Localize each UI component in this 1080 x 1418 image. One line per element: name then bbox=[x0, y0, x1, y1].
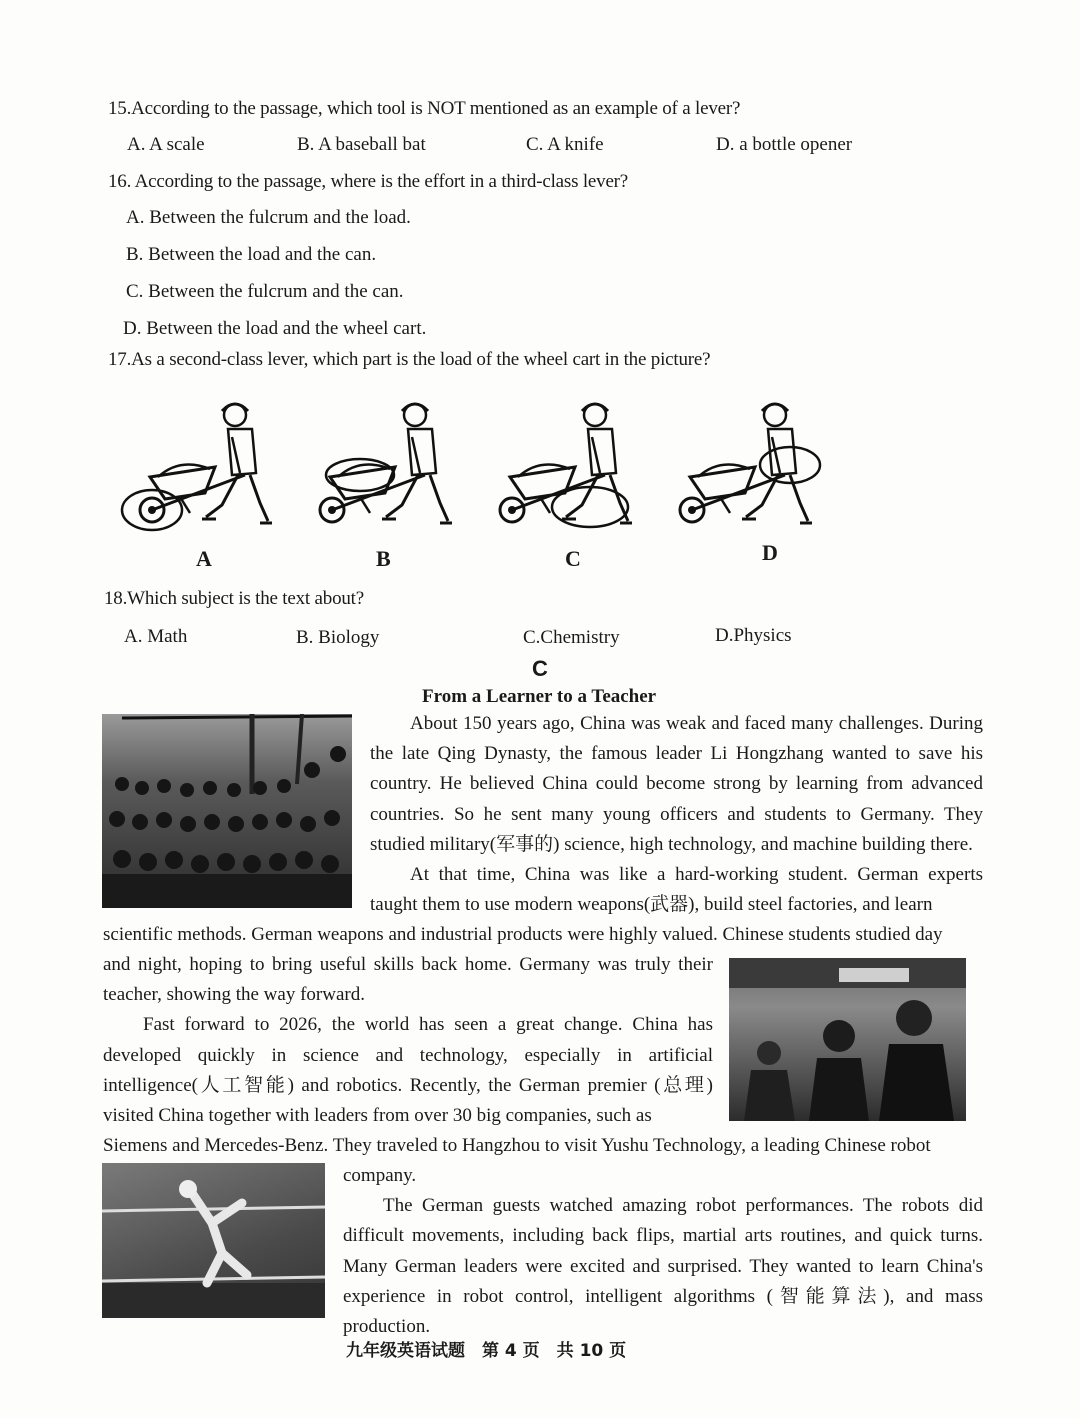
q15-option-c: C. A knife bbox=[526, 134, 604, 155]
wheelbarrow-a bbox=[122, 404, 272, 530]
paragraph-1: About 150 years ago, China was weak and faced many challenges. During the late Qing Dynasty, the famous leader Li Hongzhang wanted to save his country. He believed China could become strong by learning from advanced countries. So he sent many young officers and students to Germany. They studied military(军事的) science, high technology, and machine building there. bbox=[370, 713, 983, 855]
section-letter: C bbox=[532, 656, 548, 681]
q18-option-c: C.Chemistry bbox=[523, 627, 620, 648]
q16-option-a: A. Between the fulcrum and the load. bbox=[126, 207, 411, 228]
picture-label-a: A bbox=[196, 546, 212, 571]
q16-option-c: C. Between the fulcrum and the can. bbox=[126, 281, 404, 302]
picture-label-d: D bbox=[762, 540, 778, 565]
paragraph-2-end: and night, hoping to bring useful skills back home. Germany was truly their teacher, showing the way forward. bbox=[103, 954, 713, 1006]
q16-option-b: B. Between the load and the can. bbox=[126, 244, 377, 265]
passage-block-3 bbox=[103, 950, 713, 1131]
meeting-photo bbox=[729, 958, 966, 1121]
question-18: 18.Which subject is the text about? bbox=[104, 588, 364, 609]
q18-option-b: B. Biology bbox=[296, 627, 380, 648]
passage-block-2 bbox=[103, 920, 983, 950]
q16-option-d: D. Between the load and the wheel cart. bbox=[123, 318, 427, 339]
page-footer: 九年级英语试题 第 4 页 共 10 页 bbox=[346, 1341, 627, 1361]
historic-group-photo bbox=[102, 714, 352, 908]
paragraph-2-middle: scientific methods. German weapons and industrial products were highly valued. Chinese students studied day bbox=[103, 924, 943, 945]
q18-option-a: A. Math bbox=[124, 626, 188, 647]
paragraph-4: The German guests watched amazing robot performances. The robots did difficult movements, including back flips, martial arts routines, and quick turns. Many German leaders were excited and surprised. They wanted to learn China's experience in robot control, intelligent algorithms (智能算法), and mass production. bbox=[343, 1195, 983, 1338]
q18-option-d: D.Physics bbox=[715, 625, 792, 646]
q15-option-a: A. A scale bbox=[127, 134, 205, 155]
picture-label-c: C bbox=[565, 546, 581, 571]
passage-block-5 bbox=[343, 1161, 983, 1342]
passage-block-1 bbox=[370, 709, 983, 920]
wheelbarrow-d bbox=[680, 404, 820, 523]
question-17: 17.As a second-class lever, which part is the load of the wheel cart in the picture? bbox=[108, 349, 711, 370]
passage-block-4 bbox=[103, 1131, 983, 1161]
q15-option-b: B. A baseball bat bbox=[297, 134, 426, 155]
passage-title: From a Learner to a Teacher bbox=[422, 686, 657, 707]
robot-photo bbox=[102, 1163, 325, 1318]
paragraph-2-start: At that time, China was like a hard-working student. German experts taught them to use modern weapons(武器), build steel factories, and learn bbox=[370, 864, 983, 916]
paragraph-3-tail: company. bbox=[343, 1165, 417, 1186]
wheelbarrow-c bbox=[500, 404, 632, 527]
paragraph-3-end: Siemens and Mercedes-Benz. They traveled to Hangzhou to visit Yushu Technology, a leading Chinese robot bbox=[103, 1135, 931, 1156]
paragraph-3: Fast forward to 2026, the world has seen a great change. China has developed quickly in science and technology, especially in artificial intelligence(人工智能) and robotics. Recently, the German premier (总理) visited China together with leaders from over 30 big companies, such as bbox=[103, 1014, 713, 1127]
wheelbarrow-figures bbox=[110, 395, 830, 540]
question-16: 16. According to the passage, where is the effort in a third-class lever? bbox=[108, 171, 629, 192]
question-15: 15.According to the passage, which tool is NOT mentioned as an example of a lever? bbox=[108, 98, 741, 119]
wheelbarrow-b bbox=[320, 404, 452, 523]
q15-option-d: D. a bottle opener bbox=[716, 134, 853, 155]
picture-label-b: B bbox=[376, 546, 391, 571]
